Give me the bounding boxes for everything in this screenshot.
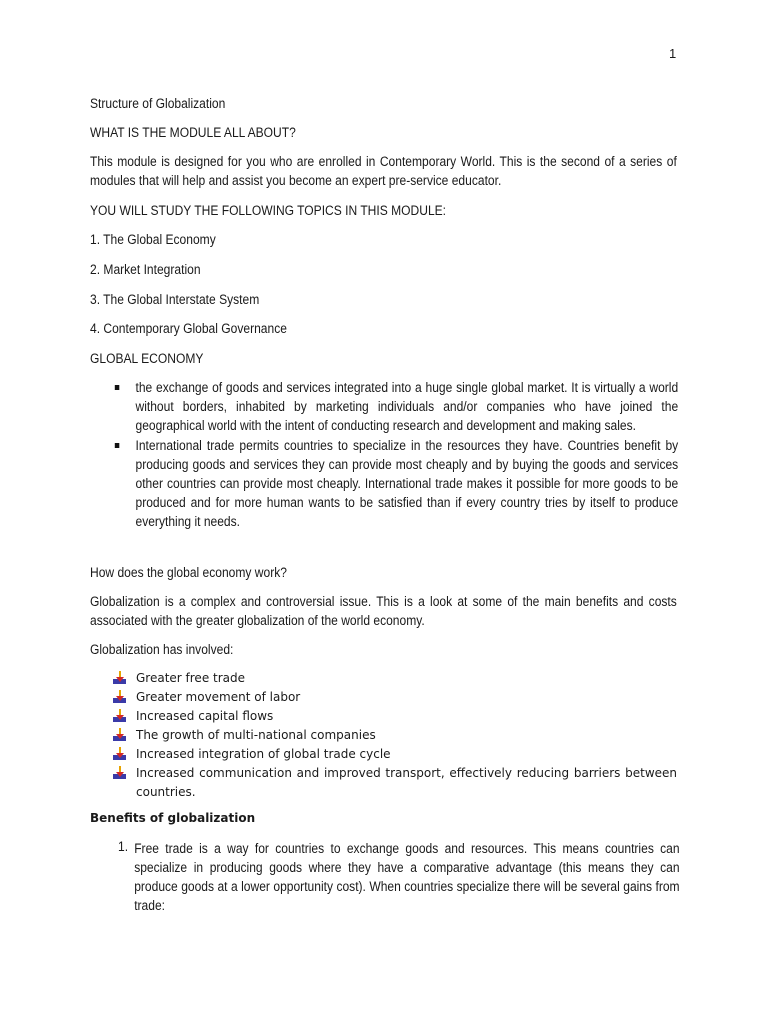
benefits-heading: Benefits of globalization [90, 811, 256, 825]
list-item [113, 688, 677, 707]
involved-item-text: Increased integration of global trade cycle [136, 747, 391, 761]
topic-item: 4. Contemporary Global Governance [90, 321, 287, 336]
global-economy-heading: GLOBAL ECONOMY [90, 351, 204, 366]
benefit-text: Free trade is a way for countries to exchange goods and resources. This means countries can specialize in producing goods where they have a comparative advantage (this means they can produce goods at a lower opportunity cost). When countries specialize there will be several gains from trade: [134, 841, 680, 913]
document-title: Structure of Globalization [90, 96, 226, 111]
involved-item-text: Increased capital flows [136, 709, 274, 723]
list-item [113, 707, 677, 726]
list-item [113, 764, 677, 802]
list-item [113, 669, 677, 688]
list-item: the exchange of goods and services integrated into a huge single global market. It is virtually a world without borders, inhabited by marketing individuals and/or companies who have joined the geographical world with the intent of conducting research and development and making sales. [113, 378, 678, 436]
arrow-bullet-icon [113, 728, 127, 742]
involved-item-text: Greater movement of labor [136, 690, 301, 704]
how-paragraph: Globalization is a complex and controversial issue. This is a look at some of the main benefits and costs associated with the greater globalization of the world economy. [90, 594, 677, 628]
how-heading: How does the global economy work? [90, 565, 287, 580]
arrow-bullet-icon [113, 671, 127, 685]
topic-item: 2. Market Integration [90, 262, 201, 277]
benefit-number: 1. [118, 839, 129, 854]
intro-paragraph: This module is designed for you who are enrolled in Contemporary World. This is the second of a series of modules that will help and assist you become an expert pre-service educator. [90, 154, 677, 188]
involved-heading: Globalization has involved: [90, 642, 234, 657]
involved-item-text: Increased communication and improved transport, effectively reducing barriers between countries. [136, 766, 677, 799]
arrow-bullet-icon [113, 766, 127, 780]
topic-item: 3. The Global Interstate System [90, 292, 260, 307]
involved-item-text: Greater free trade [136, 671, 246, 685]
module-question-heading: WHAT IS THE MODULE ALL ABOUT? [90, 125, 296, 140]
arrow-bullet-icon [113, 690, 127, 704]
page-number: 1 [669, 46, 677, 61]
list-item [113, 726, 677, 745]
topics-heading: YOU WILL STUDY THE FOLLOWING TOPICS IN THIS MODULE: [90, 203, 447, 218]
global-economy-list [113, 378, 678, 532]
involved-item-text: The growth of multi-national companies [136, 728, 376, 742]
benefits-list [118, 839, 683, 915]
list-item [113, 745, 677, 764]
involved-list [113, 669, 677, 802]
arrow-bullet-icon [113, 747, 127, 761]
arrow-bullet-icon [113, 709, 127, 723]
list-item: International trade permits countries to specialize in the resources they have. Countries benefit by producing goods and services they can provide most cheaply and by buying the goods and services other countries can provide most cheaply. International trade makes it possible for more goods to be produced and for more human wants to be satisfied than if every country tries by itself to produce everything it needs. [113, 436, 678, 532]
topic-item: 1. The Global Economy [90, 232, 216, 247]
